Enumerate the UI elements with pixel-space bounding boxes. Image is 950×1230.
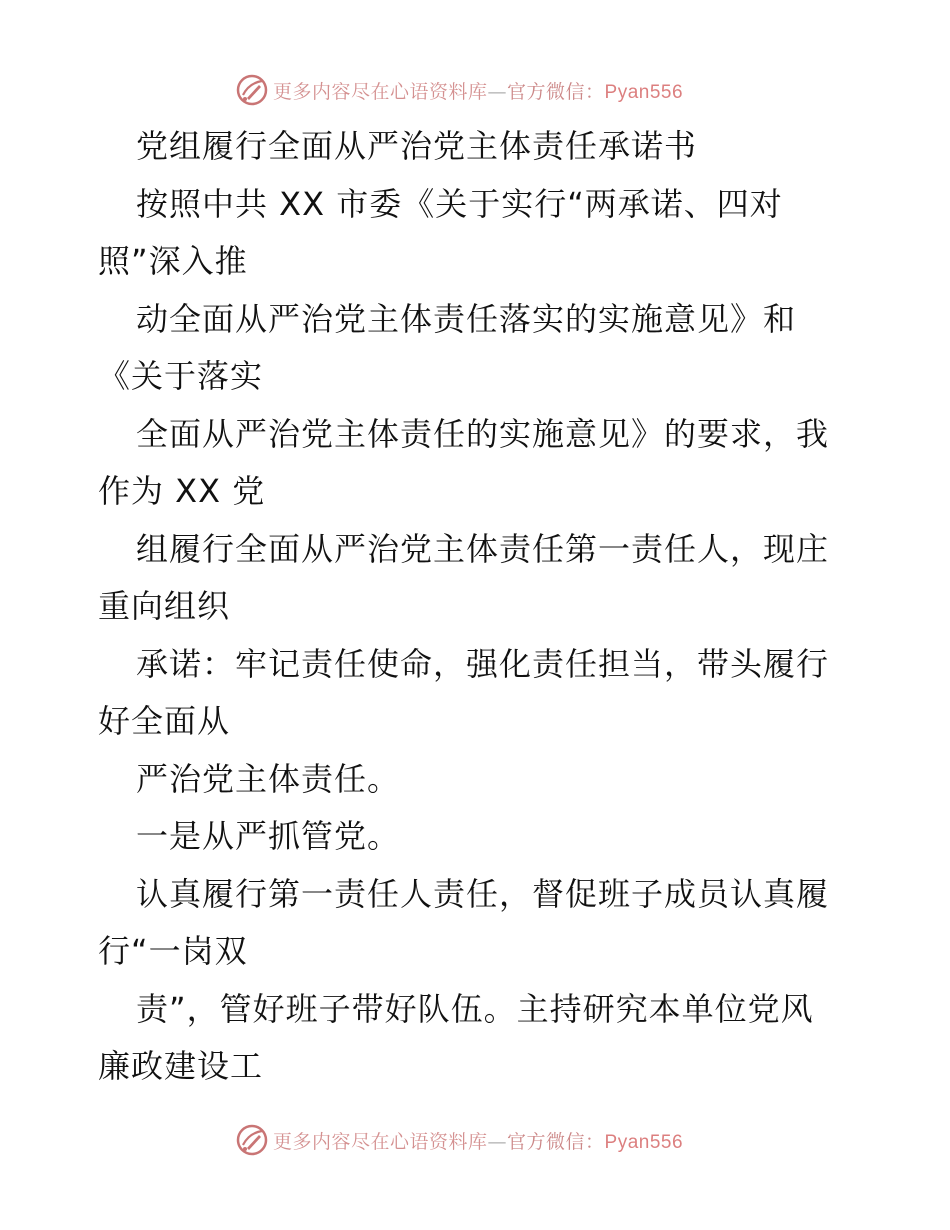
text-line: 廉政建设工: [98, 1047, 264, 1085]
text-line: 组履行全面从严治党主体责任第一责任人，现庄: [136, 529, 830, 568]
text-line: 照”深入推: [98, 242, 248, 280]
text-line: 承诺：牢记责任使命，强化责任担当，带头履行: [136, 644, 830, 683]
banner-title: 更多内容尽在心语资料库: [273, 1130, 488, 1153]
header-banner: [235, 70, 683, 110]
text-line: 《关于落实: [98, 357, 264, 395]
banner-wechat-label: 官方微信：: [507, 1130, 605, 1153]
text-line: 好全面从: [98, 702, 231, 740]
footer-banner: [235, 1120, 683, 1160]
banner-wechat-id: Pyan556: [604, 81, 684, 103]
document-body: [98, 118, 858, 1096]
banner-title: 更多内容尽在心语资料库: [273, 80, 488, 103]
text-line: 按照中共 XX 市委《关于实行“两承诺、四对: [136, 184, 783, 223]
pen-logo-icon: [235, 1123, 269, 1157]
text-line: 一是从严抓管党。: [136, 817, 401, 855]
text-line: 作为 XX 党: [98, 472, 266, 510]
text-line: 认真履行第一责任人责任，督促班子成员认真履: [136, 874, 830, 913]
text-line: 行“一岗双: [98, 932, 248, 970]
text-line: 重向组织: [98, 587, 231, 625]
text-line: 严治党主体责任。: [136, 759, 401, 798]
pen-logo-icon: [235, 73, 269, 107]
banner-separator: —: [487, 80, 508, 103]
text-line: 全面从严治党主体责任的实施意见》的要求，我: [136, 414, 830, 453]
banner-separator: —: [487, 1130, 508, 1153]
banner-wechat-label: 官方微信：: [507, 80, 605, 103]
text-line: 动全面从严治党主体责任落实的实施意见》和: [136, 299, 797, 338]
text-line: 责”，管好班子带好队伍。主持研究本单位党风: [136, 989, 814, 1028]
text-line: 党组履行全面从严治党主体责任承诺书: [136, 127, 698, 165]
banner-wechat-id: Pyan556: [604, 1131, 684, 1153]
